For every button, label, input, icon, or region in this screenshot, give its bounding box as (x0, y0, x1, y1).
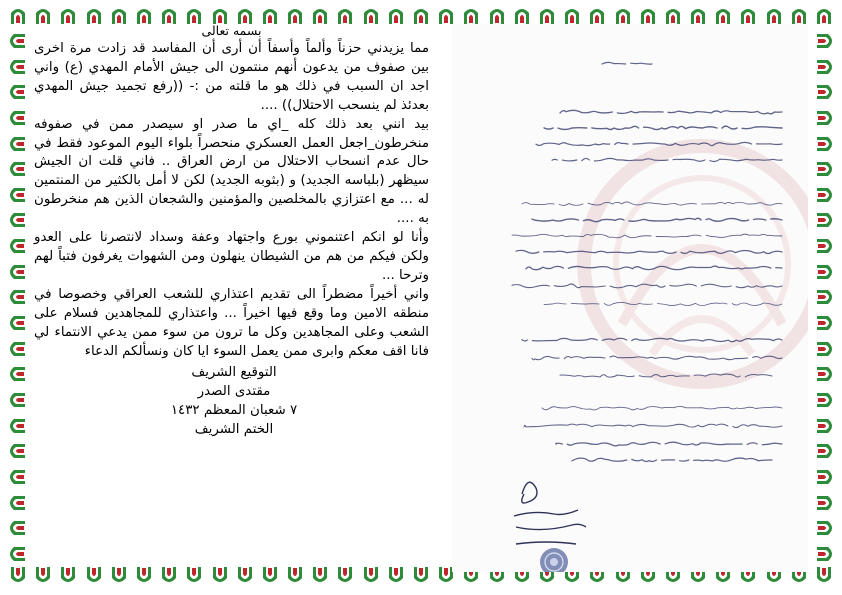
handwriting-stroke (512, 234, 782, 238)
border-motif-icon (816, 286, 836, 308)
statement-paragraph-1: مما يزيدني حزناً وألماً وأسفاً أن أرى أن المفاسد قد زادت مرة اخرى بين صفوف من يدعون أنهم منتمون الى جيش الأمام المهدي (ع) واني اجد ان السبب في ذلك هو ما قلته من :- ((رفع تجميد جيش المهدي بعدئذ لم ينسحب الاحتلال)) .... (34, 41, 429, 113)
handwriting-stroke (516, 250, 782, 253)
border-motif-icon (361, 565, 381, 587)
border-motif-icon (6, 312, 26, 334)
handwriting-stroke (532, 356, 782, 360)
statement-paragraph-3: وأنا لو انكم اعتنموني بورع واجتهاد وعفة وسداد لانتصرنا على العدو ولكن فيكم من هم من الشيطان ينهلون ومن الشهوات يغرفون فتباً لهم وترحا ... (34, 230, 429, 283)
border-motif-icon (6, 235, 26, 257)
signature-label: التوقيع الشريف (191, 365, 277, 381)
handwriting-stroke (524, 424, 782, 427)
border-motif-icon (764, 4, 784, 26)
border-motif-icon (713, 4, 733, 26)
border-motif-icon (134, 565, 154, 587)
border-motif-icon (6, 158, 26, 180)
statement-heading: بسمه تعالى (201, 23, 262, 38)
decorative-border-right (814, 30, 838, 565)
border-motif-icon (6, 543, 26, 565)
handwriting-stroke (522, 202, 782, 205)
seal-label: الختم الشريف (194, 422, 274, 438)
border-motif-icon (816, 107, 836, 129)
border-motif-icon (6, 338, 26, 360)
handwriting-stroke (560, 110, 782, 114)
border-motif-icon (816, 261, 836, 283)
border-motif-icon (310, 565, 330, 587)
border-motif-icon (8, 4, 28, 26)
border-motif-icon (816, 517, 836, 539)
border-motif-icon (184, 565, 204, 587)
statement-paragraph-2: بيد انني بعد ذلك كله _اي ما صدر او سيصدر ممن في صفوفه منخرطون_اجعل العمل العسكري منحصراً بلواء اليوم الموعود فقط في حال عدم انسحاب الاحتلال من ارض العراق .. فاني قلت ان الجيش سيظهر (بلباسه الجديد) و (بثوبه الجديد) لكن لا أمل بالكثير من المنتمين له ... مع اعتزازي بالمخلصين والمؤمنين والشجعان الذين هم منخرطون به .... (34, 116, 429, 227)
handwriting-stroke (556, 442, 782, 446)
border-motif-icon (461, 4, 481, 26)
border-motif-icon (6, 81, 26, 103)
border-motif-icon (6, 56, 26, 78)
border-motif-icon (335, 565, 355, 587)
border-motif-icon (436, 4, 456, 26)
signature-block (34, 363, 429, 439)
border-motif-icon (613, 4, 633, 26)
border-motif-icon (537, 4, 557, 26)
border-motif-icon (235, 565, 255, 587)
border-motif-icon (6, 286, 26, 308)
border-motif-icon (562, 4, 582, 26)
border-motif-icon (6, 440, 26, 462)
handwriting-stroke (532, 218, 782, 222)
handwriting-stroke (544, 126, 782, 129)
handwriting-image (452, 24, 808, 572)
border-motif-icon (84, 565, 104, 587)
border-motif-icon (816, 158, 836, 180)
border-motif-icon (6, 184, 26, 206)
border-motif-icon (6, 389, 26, 411)
border-motif-icon (816, 209, 836, 231)
border-motif-icon (816, 184, 836, 206)
border-motif-icon (814, 565, 834, 587)
watermark-emblem-icon (584, 146, 808, 382)
border-motif-icon (816, 30, 836, 52)
border-motif-icon (6, 209, 26, 231)
border-motif-icon (816, 338, 836, 360)
border-motif-icon (33, 565, 53, 587)
border-motif-icon (386, 565, 406, 587)
border-motif-icon (6, 492, 26, 514)
border-motif-icon (6, 133, 26, 155)
border-motif-icon (512, 4, 532, 26)
handwriting-stroke (544, 302, 782, 305)
border-motif-icon (816, 56, 836, 78)
border-motif-icon (816, 466, 836, 488)
border-motif-icon (260, 565, 280, 587)
border-motif-icon (816, 81, 836, 103)
border-motif-icon (816, 440, 836, 462)
signature-name: مقتدى الصدر (197, 384, 271, 400)
border-motif-icon (109, 565, 129, 587)
handwriting-stroke (602, 62, 652, 64)
border-motif-icon (816, 312, 836, 334)
border-motif-icon (816, 235, 836, 257)
border-motif-icon (8, 565, 28, 587)
border-motif-icon (58, 565, 78, 587)
border-motif-icon (816, 133, 836, 155)
border-motif-icon (6, 517, 26, 539)
decorative-border-left (4, 30, 28, 565)
border-motif-icon (6, 466, 26, 488)
typed-statement (34, 22, 429, 562)
statement-paragraph-4: واني أخيراً مضطراً الى تقديم اعتذاري للشعب العراقي وخصوصا في منطقه الامين وما وقع فيها اخيراً ... واعتذاري للمجاهدين فسلام على الشعب وعلى المجاهدين وكل ما ترون من سوء ممن يدعي الانتماء لي فانا اقف معكم وابرى ممن يعمل السوء ايا كان ونسألكم الدعاء (34, 286, 429, 359)
border-motif-icon (6, 261, 26, 283)
border-motif-icon (638, 4, 658, 26)
border-motif-icon (816, 363, 836, 385)
border-motif-icon (285, 565, 305, 587)
border-motif-icon (159, 565, 179, 587)
handwriting-stroke (536, 142, 782, 145)
border-motif-icon (814, 4, 834, 26)
border-motif-icon (487, 4, 507, 26)
handwriting-stroke (572, 458, 772, 461)
border-motif-icon (663, 4, 683, 26)
signature-date: ٧ شعبان المعظم ١٤٣٢ (170, 403, 298, 419)
handwriting-stroke (542, 406, 782, 410)
border-motif-icon (6, 415, 26, 437)
handwritten-signature-icon (514, 482, 586, 544)
handwritten-original-scan (452, 24, 808, 572)
border-motif-icon (688, 4, 708, 26)
border-motif-icon (411, 565, 431, 587)
border-motif-icon (587, 4, 607, 26)
border-motif-icon (6, 363, 26, 385)
border-motif-icon (789, 4, 809, 26)
border-motif-icon (816, 492, 836, 514)
border-motif-icon (6, 107, 26, 129)
border-motif-icon (816, 415, 836, 437)
border-motif-icon (738, 4, 758, 26)
border-motif-icon (6, 30, 26, 52)
border-motif-icon (210, 565, 230, 587)
border-motif-icon (816, 389, 836, 411)
round-seal-icon (540, 548, 568, 572)
border-motif-icon (816, 543, 836, 565)
